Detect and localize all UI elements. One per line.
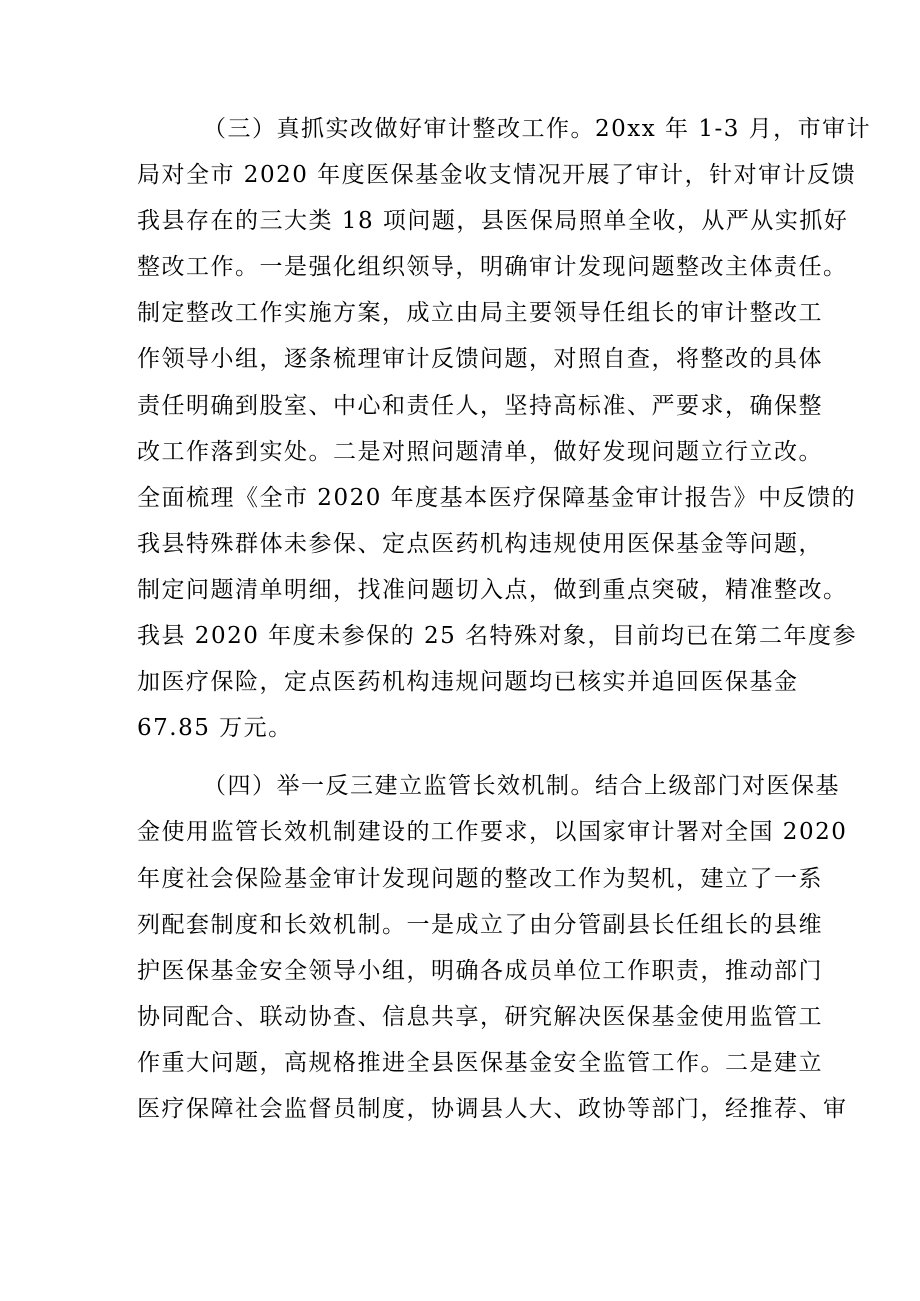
document-body <box>137 106 872 1132</box>
text-line: 医疗保障社会监督员制度，协调县人大、政协等部门，经推荐、审 <box>137 1095 848 1122</box>
text-line: 改工作落到实处。二是对照问题清单，做好发现问题立行立改。 <box>137 438 823 465</box>
text-line: （三）真抓实改做好审计整改工作。20xx 年 1-3 月，市审计 <box>203 116 872 142</box>
text-line: 作重大问题，高规格推进全县医保基金安全监管工作。二是建立 <box>137 1049 823 1076</box>
text-line: 年度社会保险基金审计发现问题的整改工作为契机，建立了一系 <box>137 865 823 892</box>
text-line: 局对全市 2020 年度医保基金收支情况开展了审计，针对审计反馈 <box>137 162 857 189</box>
text-line: 我县 2020 年度未参保的 25 名特殊对象，目前均已在第二年度参 <box>137 623 858 650</box>
text-line: 护医保基金安全领导小组，明确各成员单位工作职责，推动部门 <box>137 957 823 984</box>
text-line: 我县特殊群体未参保、定点医药机构违规使用医保基金等问题， <box>137 530 823 557</box>
text-line: 我县存在的三大类 18 项问题，县医保局照单全收，从严从实抓好 <box>137 208 849 235</box>
text-line: 加医疗保险，定点医药机构违规问题均已核实并追回医保基金 <box>137 669 799 696</box>
text-line: 协同配合、联动协查、信息共享，研究解决医保基金使用监管工 <box>137 1003 823 1030</box>
paragraph-gap <box>137 751 797 763</box>
text-line: 责任明确到股室、中心和责任人，坚持高标准、严要求，确保整 <box>137 392 823 419</box>
text-line: 列配套制度和长效机制。一是成立了由分管副县长任组长的县维 <box>137 911 823 938</box>
text-line: 作领导小组，逐条梳理审计反馈问题，对照自查，将整改的具体 <box>137 346 823 373</box>
text-line: 制定整改工作实施方案，成立由局主要领导任组长的审计整改工 <box>137 300 823 327</box>
text-line: （四）举一反三建立监管长效机制。结合上级部门对医保基 <box>203 773 840 800</box>
text-line: 整改工作。一是强化组织领导，明确审计发现问题整改主体责任。 <box>137 254 848 281</box>
paragraph-section-3 <box>137 106 872 751</box>
text-line: 全面梳理《全市 2020 年度基本医疗保障基金审计报告》中反馈的 <box>137 484 857 511</box>
text-line: 67.85 万元。 <box>137 715 293 742</box>
text-line: 制定问题清单明细，找准问题切入点，做到重点突破，精准整改。 <box>137 576 848 603</box>
text-line: 金使用监管长效机制建设的工作要求，以国家审计署对全国 2020 <box>137 819 848 846</box>
paragraph-section-4 <box>137 763 848 1132</box>
